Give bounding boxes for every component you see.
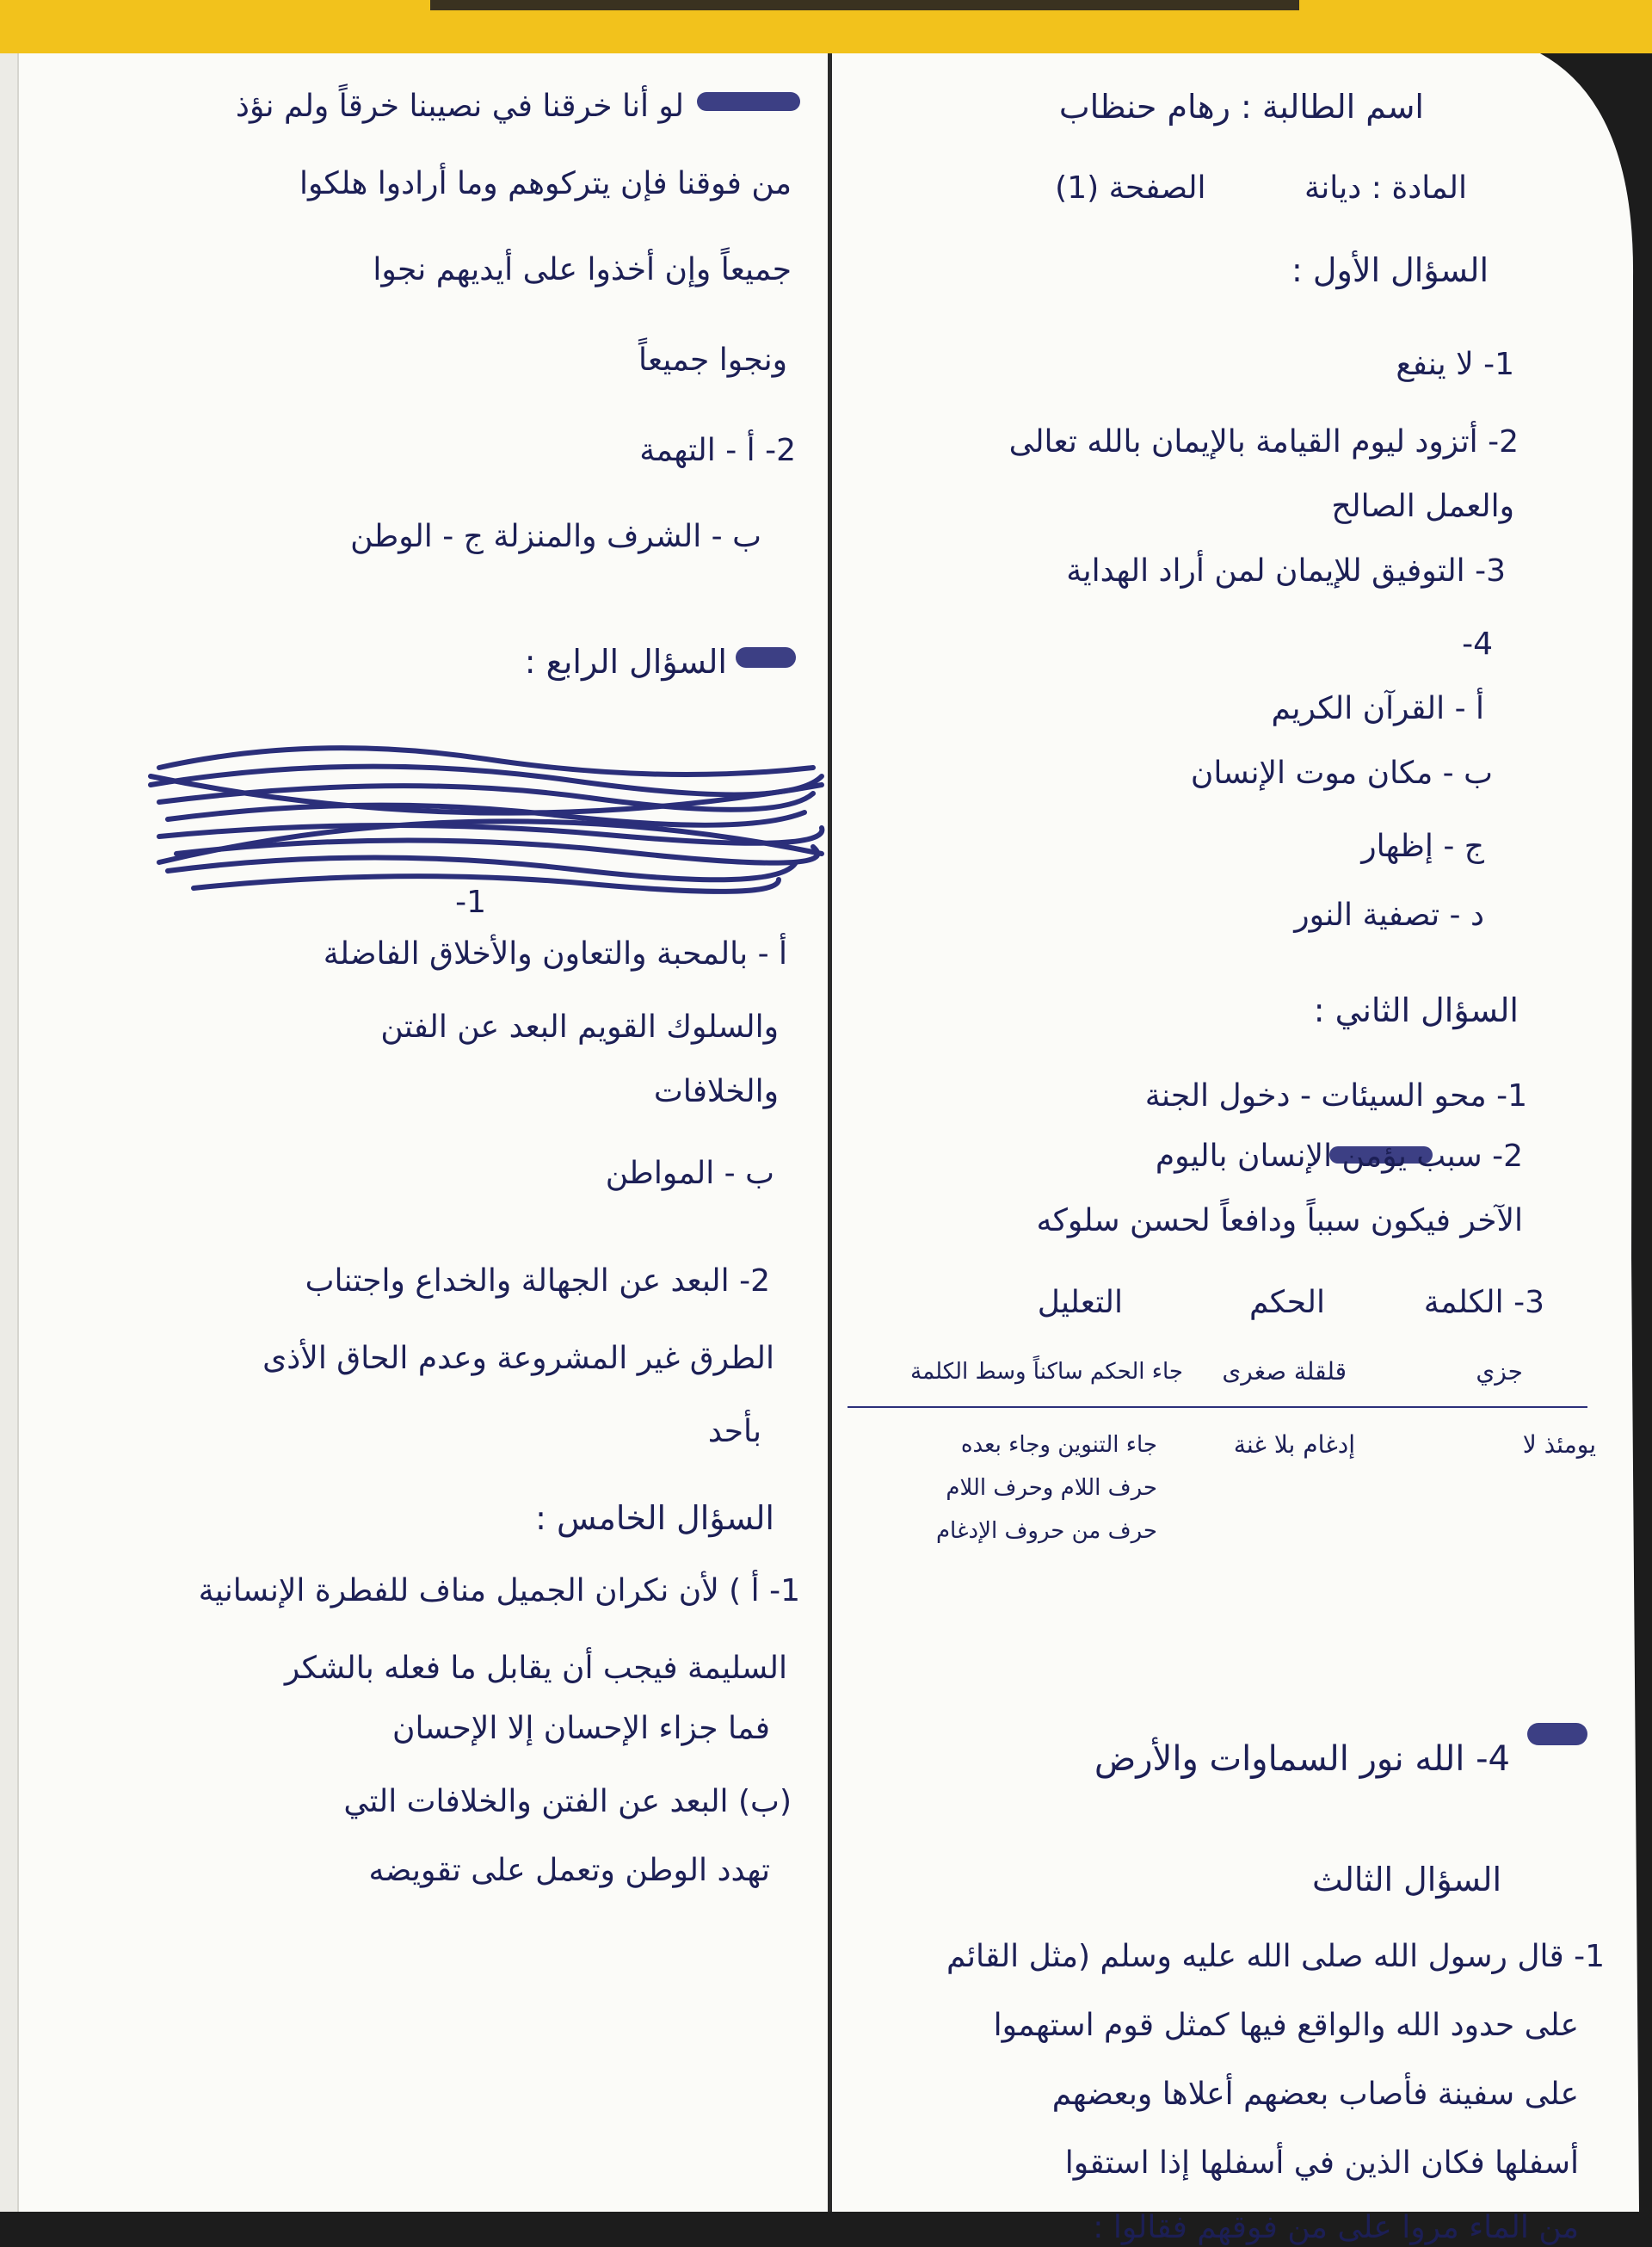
- q1-item-1: 1- لا ينفع: [1396, 347, 1514, 382]
- student-name: اسم الطالبة : رهام حنظاب: [1058, 88, 1424, 126]
- q2-table-r2c1: يومئذ لا: [1522, 1430, 1596, 1459]
- clipboard-clip: [430, 0, 1299, 10]
- left-line-2: من فوقنا فإن يتركوهم وما أرادوا هلكوا: [299, 166, 792, 201]
- q2-table-r2c3-line3: حرف من حروف الإدغام: [935, 1518, 1157, 1544]
- q2-table-header-3: التعليل: [1037, 1285, 1123, 1320]
- table-rule: [848, 1406, 1587, 1408]
- q2-item-1: 1- محو السيئات - دخول الجنة: [1144, 1078, 1527, 1114]
- q5-item-1b-line-1: (ب) البعد عن الفتن والخلافات التي: [343, 1784, 792, 1819]
- q2-table-header-1: 3- الكلمة: [1423, 1285, 1544, 1320]
- q3-hadith-line-2: على حدود الله والواقع فيها كمثل قوم استهموا: [993, 2008, 1579, 2043]
- q3-heading: السؤال الثالث: [1312, 1861, 1501, 1898]
- paper-edge: [0, 53, 19, 2212]
- q4-item-1a-line-2: والسلوك القويم البعد عن الفتن: [380, 1009, 779, 1045]
- q3-hadith-line-3: على سفينة فأصاب بعضهم أعلاها وبعضهم: [1051, 2077, 1579, 2112]
- q1-item-4a: أ - القرآن الكريم: [1271, 691, 1484, 726]
- q3-hadith-line-4: أسفلها فكان الذين في أسفلها إذا استقوا: [1064, 2145, 1579, 2181]
- left-crossed-out-word: [697, 92, 800, 111]
- q4-heading: السؤال الرابع :: [524, 643, 727, 681]
- scribbled-out-answer: [142, 733, 830, 905]
- q3-hadith-line-5: من الماء مروا على من فوقهم فقالوا :: [1093, 2210, 1579, 2245]
- q3-hadith-line-1: 1- قال رسول الله صلى الله عليه وسلم (مثل القائم: [946, 1939, 1605, 1974]
- q2-item-2b: الآخر فيكون سبباً ودافعاً لحسن سلوكه: [1036, 1203, 1523, 1238]
- q2-table-r1c2: قلقلة صغرى: [1222, 1357, 1347, 1386]
- q2-item-2a: 2- سبب يؤمن الإنسان باليوم: [1155, 1139, 1523, 1174]
- q4-item-1b: ب - المواطن: [605, 1156, 774, 1191]
- q5-item-1a-line-2: السليمة فيجب أن يقابل ما فعله بالشكر: [284, 1651, 787, 1686]
- q4-item-2-line-1: 2- البعد عن الجهالة والخداع واجتناب: [305, 1263, 770, 1299]
- q2-table-r2c3-line2: حرف اللام وحرف اللام: [946, 1475, 1157, 1501]
- q2-table-r1c3: جاء الحكم ساكناً وسط الكلمة: [910, 1359, 1183, 1385]
- q4-item-2-line-2: الطرق غير المشروعة وعدم الحاق الأذى: [262, 1341, 774, 1376]
- q1-item-4c: ج - إظهار: [1361, 829, 1484, 864]
- q2-table-r2c2: إدغام بلا غنة: [1233, 1430, 1355, 1459]
- left-line-1: لو أنا خرقنا في نصيبنا خرقاً ولم نؤذ: [235, 89, 684, 124]
- q1-heading: السؤال الأول :: [1291, 251, 1489, 289]
- q4-item-1: 1-: [455, 885, 486, 920]
- yellow-clipboard: [0, 0, 1652, 60]
- q5-heading: السؤال الخامس :: [535, 1499, 774, 1537]
- q2-heading: السؤال الثاني :: [1313, 991, 1519, 1029]
- q2-item-4: 4- الله نور السماوات والأرض: [1094, 1739, 1510, 1779]
- q1-item-4b: ب - مكان موت الإنسان: [1190, 756, 1493, 791]
- q2-table-header-2: الحكم: [1248, 1285, 1325, 1320]
- q4-item-1a-line-3: والخلافات: [653, 1074, 779, 1109]
- q2-item-4-mark: [1527, 1723, 1587, 1745]
- q1-item-3: 3- التوفيق للإيمان لمن أراد الهداية: [1066, 553, 1506, 589]
- q2-table-r1c1: جزي: [1476, 1357, 1523, 1386]
- q1-item-2a: 2- أتزود ليوم القيامة بالإيمان بالله تعالى: [1008, 424, 1519, 460]
- q1-item-4d: د - تصفية النور: [1294, 898, 1484, 933]
- q4-heading-mark: [736, 647, 796, 668]
- q1-item-4: 4-: [1462, 627, 1493, 662]
- column-divider: [828, 53, 832, 2212]
- q4-item-2-line-3: بأحد: [707, 1414, 761, 1449]
- left-line-6: ب - الشرف والمنزلة ج - الوطن: [350, 519, 761, 554]
- left-line-4: ونجوا جميعاً: [638, 343, 787, 378]
- subject-line: المادة : ديانة الصفحة (1): [1055, 170, 1467, 206]
- q4-item-1a-line-1: أ - بالمحبة والتعاون والأخلاق الفاضلة: [323, 936, 787, 972]
- q5-item-1a-line-1: 1- أ ) لأن نكران الجميل مناف للفطرة الإنسانية: [198, 1573, 800, 1608]
- q5-item-1b-line-2: تهدد الوطن وتعمل على تقويضه: [368, 1853, 770, 1888]
- q1-item-2b: والعمل الصالح: [1331, 489, 1514, 524]
- left-line-3: جميعاً وإن أخذوا على أيديهم نجوا: [373, 252, 792, 287]
- left-line-5: 2- أ - التهمة: [639, 433, 796, 468]
- q5-item-1a-line-3: فما جزاء الإحسان إلا الإحسان: [392, 1711, 770, 1746]
- q2-table-r2c3: جاء التنوين وجاء بعده: [960, 1432, 1157, 1458]
